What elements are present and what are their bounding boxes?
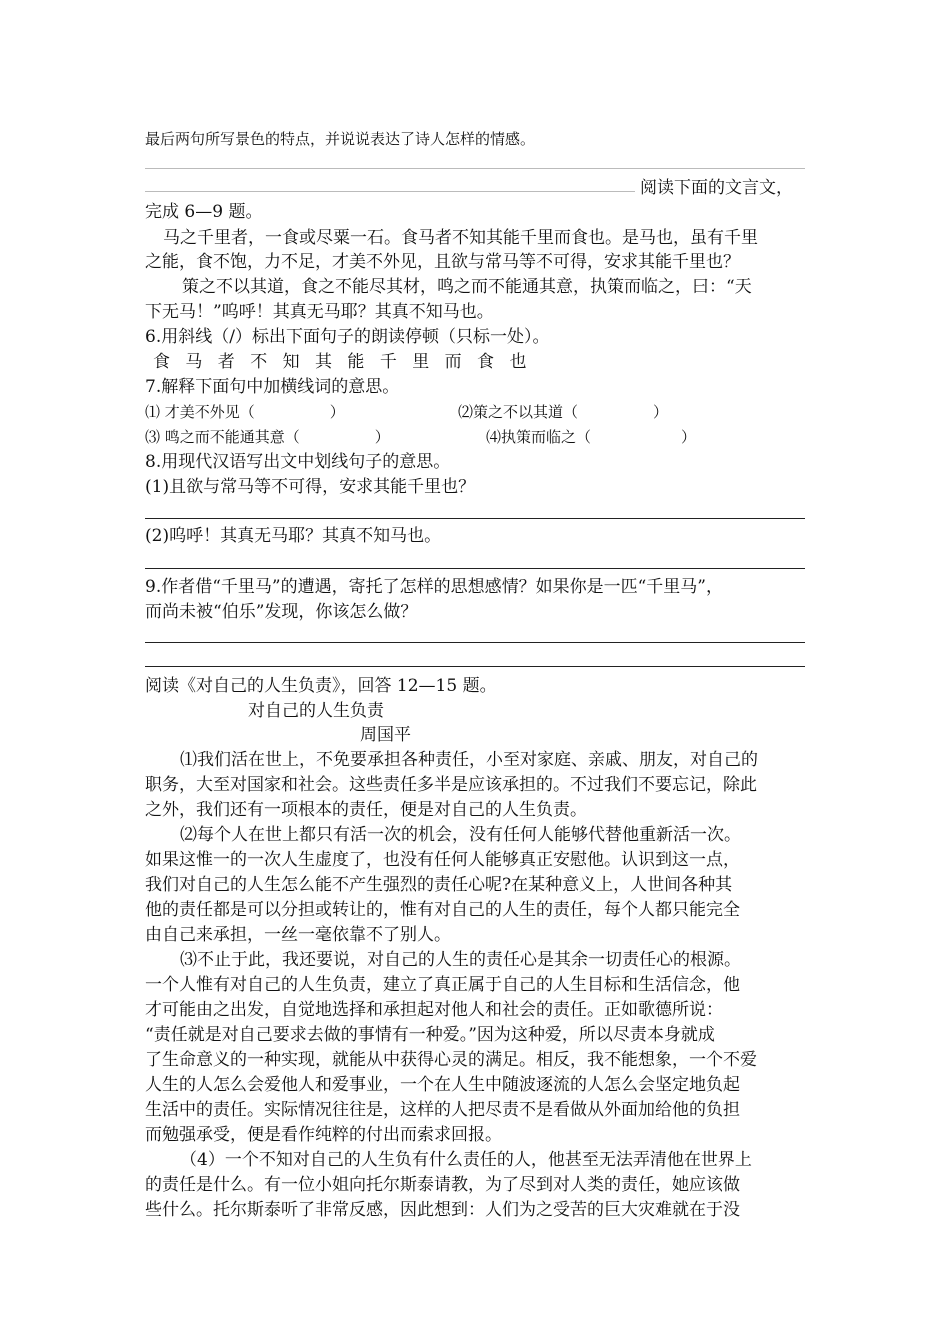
question-7-item: ⑶ 鸣之而不能通其意（ ） (145, 428, 390, 446)
article-line: ⑴我们活在世上，不免要承担各种责任，小至对家庭、亲戚、朋友，对自己的 (180, 750, 758, 770)
article-line: 而勉强承受，便是看作纯粹的付出而索求回报。 (145, 1125, 502, 1145)
article-line: “责任就是对自己要求去做的事情有一种爱。”因为这种爱，所以尽责本身就成 (145, 1025, 715, 1045)
question-8: 8.用现代汉语写出文中划线句子的意思。 (145, 452, 451, 472)
question-7: 7.解释下面句中加横线词的意思。 (145, 377, 400, 397)
article-line: 我们对自己的人生怎么能不产生强烈的责任心呢?在某种意义上，人世间各种其 (145, 875, 733, 895)
question-7-item: ⑷执策而临之（ ） (486, 428, 697, 446)
section1-intro: 阅读下面的文言文， (640, 178, 793, 198)
article-line: 些什么。托尔斯泰听了非常反感，因此想到：人们为之受苦的巨大灾难就在于没 (145, 1200, 740, 1220)
passage-line: 下无马！”呜呼！其真无马耶？其真不知马也。 (145, 302, 494, 322)
article-author: 周国平 (360, 725, 411, 745)
article-line: 的责任是什么。有一位小姐向托尔斯泰请教，为了尽到对人类的责任，她应该做 (145, 1175, 740, 1195)
top-instruction: 最后两句所写景色的特点，并说说表达了诗人怎样的情感。 (145, 130, 536, 148)
question-7-item: ⑴ 才美不外见（ ） (145, 403, 345, 421)
article-line: 他的责任都是可以分担或转让的，惟有对自己的人生的责任，每个人都只能完全 (145, 900, 740, 920)
answer-line (145, 642, 805, 643)
article-line: 了生命意义的一种实现，就能从中获得心灵的满足。相反，我不能想象，一个不爱 (145, 1050, 757, 1070)
question-8-part-1: (1)且欲与常马等不可得，安求其能千里也？ (145, 477, 476, 497)
article-line: 职务，大至对国家和社会。这些责任多半是应该承担的。不过我们不要忘记，除此 (145, 775, 757, 795)
question-6: 6.用斜线（/）标出下面句子的朗读停顿（只标一处）。 (145, 327, 550, 347)
section1-intro-cont: 完成 6—9 题。 (145, 202, 263, 222)
passage-line: 策之不以其道，食之不能尽其材，鸣之而不能通其意，执策而临之，曰：“天 (182, 277, 752, 297)
section2-intro: 阅读《对自己的人生负责》，回答 12—15 题。 (145, 676, 497, 696)
answer-line (145, 666, 805, 667)
passage-line: 马之千里者，一食或尽粟一石。食马者不知其能千里而食也。是马也，虽有千里 (163, 228, 758, 248)
passage-line: 之能，食不饱，力不足，才美不外见，且欲与常马等不可得，安求其能千里也？ (145, 252, 740, 272)
article-line: 由自己来承担，一丝一毫依靠不了别人。 (145, 925, 451, 945)
question-6-sentence: 食 马 者 不 知 其 能 千 里 而 食 也 (153, 352, 532, 372)
article-line: ⑵每个人在世上都只有活一次的机会，没有任何人能够代替他重新活一次。 (180, 825, 741, 845)
article-line: （4）一个不知对自己的人生负有什么责任的人，他甚至无法弄清他在世界上 (180, 1150, 752, 1170)
article-line: 人生的人怎么会爱他人和爱事业，一个在人生中随波逐流的人怎么会坚定地负起 (145, 1075, 740, 1095)
question-7-item: ⑵策之不以其道（ ） (458, 403, 669, 421)
article-line: 一个人惟有对自己的人生负责，建立了真正属于自己的人生目标和生活信念，他 (145, 975, 740, 995)
article-line: ⑶不止于此，我还要说，对自己的人生的责任心是其余一切责任心的根源。 (180, 950, 741, 970)
article-line: 生活中的责任。实际情况往往是，这样的人把尽责不是看做从外面加给他的负担 (145, 1100, 740, 1120)
answer-line (145, 191, 635, 192)
question-9: 9.作者借“千里马”的遭遇，寄托了怎样的思想感情？如果你是一匹“千里马”， (145, 577, 723, 597)
answer-line (145, 168, 805, 169)
answer-line (145, 568, 805, 569)
article-title: 对自己的人生负责 (248, 701, 384, 721)
article-line: 如果这惟一的一次人生虚度了，也没有任何人能够真正安慰他。认识到这一点， (145, 850, 740, 870)
article-line: 才可能由之出发，自觉地选择和承担起对他人和社会的责任。正如歌德所说： (145, 1000, 723, 1020)
question-8-part-2: (2)呜呼！其真无马耶？其真不知马也。 (145, 526, 442, 546)
question-9-cont: 而尚未被“伯乐”发现，你该怎么做？ (145, 602, 418, 622)
answer-line (145, 518, 805, 519)
article-line: 之外，我们还有一项根本的责任，便是对自己的人生负责。 (145, 800, 587, 820)
